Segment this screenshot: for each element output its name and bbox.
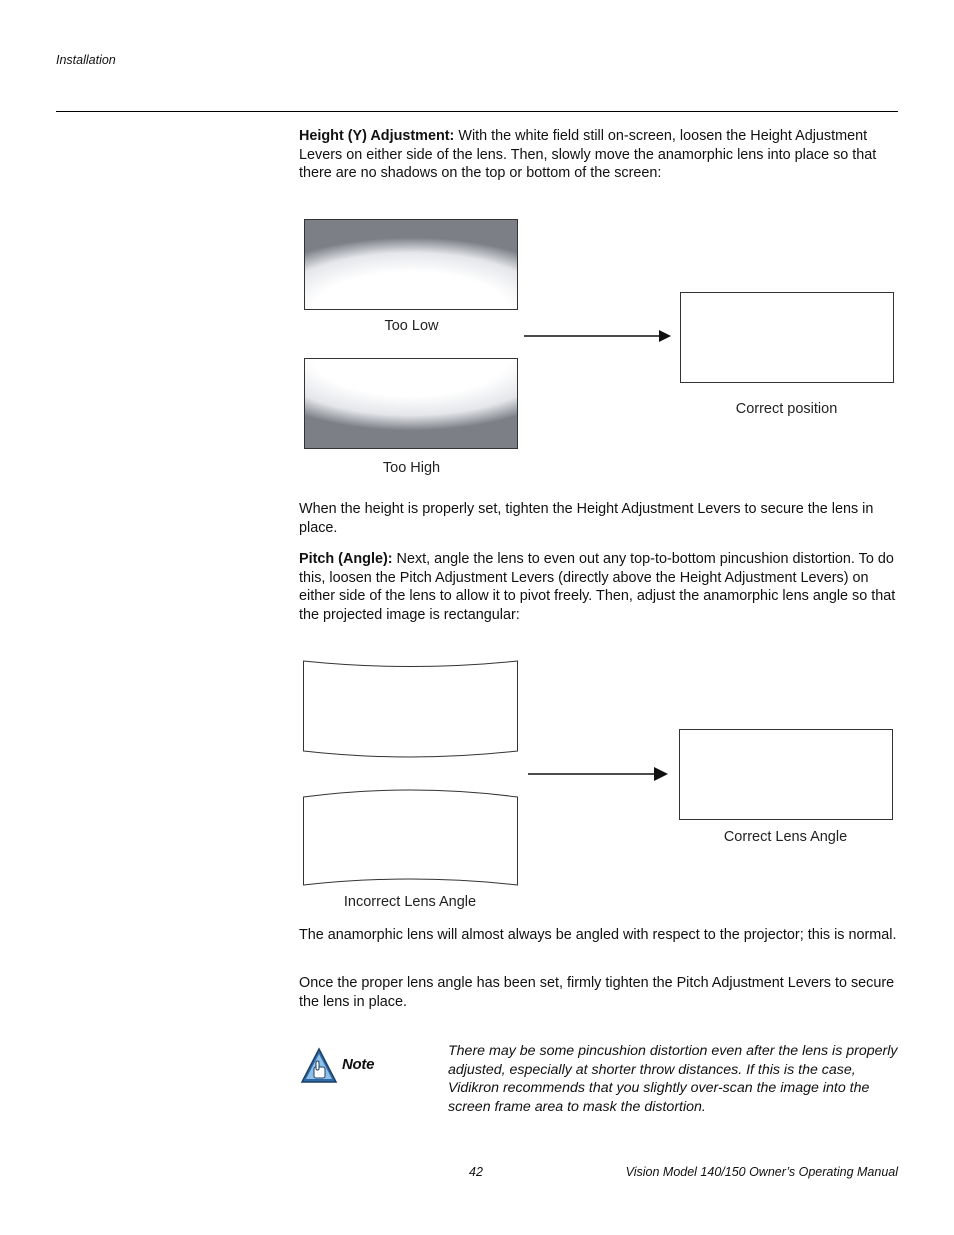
note-hand-icon bbox=[300, 1047, 338, 1085]
pitch-figure bbox=[300, 655, 900, 895]
incorrect-angle-label: Incorrect Lens Angle bbox=[343, 894, 477, 910]
header-rule bbox=[56, 111, 898, 112]
height-tighten-paragraph: When the height is properly set, tighten the Height Adjustment Levers to secure the lens in place. bbox=[299, 501, 874, 536]
note-text: There may be some pincushion distortion even after the lens is properly adjusted, especially at shorter throw distances. If this is the case, Vidikron recommends that you slightly over-scan the image into the screen frame area to mask the distortion. bbox=[448, 1043, 898, 1115]
too-high-label: Too High bbox=[382, 460, 441, 476]
page-number: 42 bbox=[469, 1165, 483, 1179]
pitch-text: Next, angle the lens to even out any top-to-bottom pincushion distortion. To do this, loosen the Pitch Adjustment Levers (directly above the Height Adjustment Levers) on either side of the lens to allow it to pivot freely. Then, adjust the anamorphic lens angle so that the projected image is rectangular: bbox=[299, 551, 896, 623]
pitch-paragraph bbox=[299, 550, 897, 624]
incorrect-angle-screen-lower bbox=[304, 790, 518, 885]
correct-position-label: Correct position bbox=[735, 401, 838, 417]
correct-position-screen bbox=[681, 293, 894, 383]
running-header: Installation bbox=[56, 53, 116, 67]
angle-normal-paragraph: The anamorphic lens will almost always be angled with respect to the projector; this is normal. bbox=[299, 927, 897, 943]
height-adjustment-heading: Height (Y) Adjustment: bbox=[299, 128, 455, 144]
height-figure bbox=[300, 215, 900, 485]
manual-title: Vision Model 140/150 Owner’s Operating Manual bbox=[625, 1165, 898, 1179]
pitch-heading: Pitch (Angle): bbox=[299, 551, 393, 567]
height-adjustment-paragraph bbox=[299, 127, 897, 183]
too-low-screen bbox=[305, 220, 518, 310]
too-low-label: Too Low bbox=[384, 318, 439, 334]
correct-angle-label: Correct Lens Angle bbox=[723, 829, 848, 845]
too-high-screen bbox=[305, 359, 518, 449]
note-label: Note bbox=[342, 1056, 375, 1073]
height-adjustment-text: With the white field still on-screen, loosen the Height Adjustment Levers on either side of the lens. Then, slowly move the anamorphic lens into place so that there are no shadows on the top or bottom of the screen: bbox=[299, 128, 877, 182]
correct-angle-screen bbox=[680, 730, 893, 820]
pitch-tighten-paragraph: Once the proper lens angle has been set, firmly tighten the Pitch Adjustment Levers to secure the lens in place. bbox=[299, 975, 895, 1010]
incorrect-angle-screen-upper bbox=[304, 661, 518, 757]
